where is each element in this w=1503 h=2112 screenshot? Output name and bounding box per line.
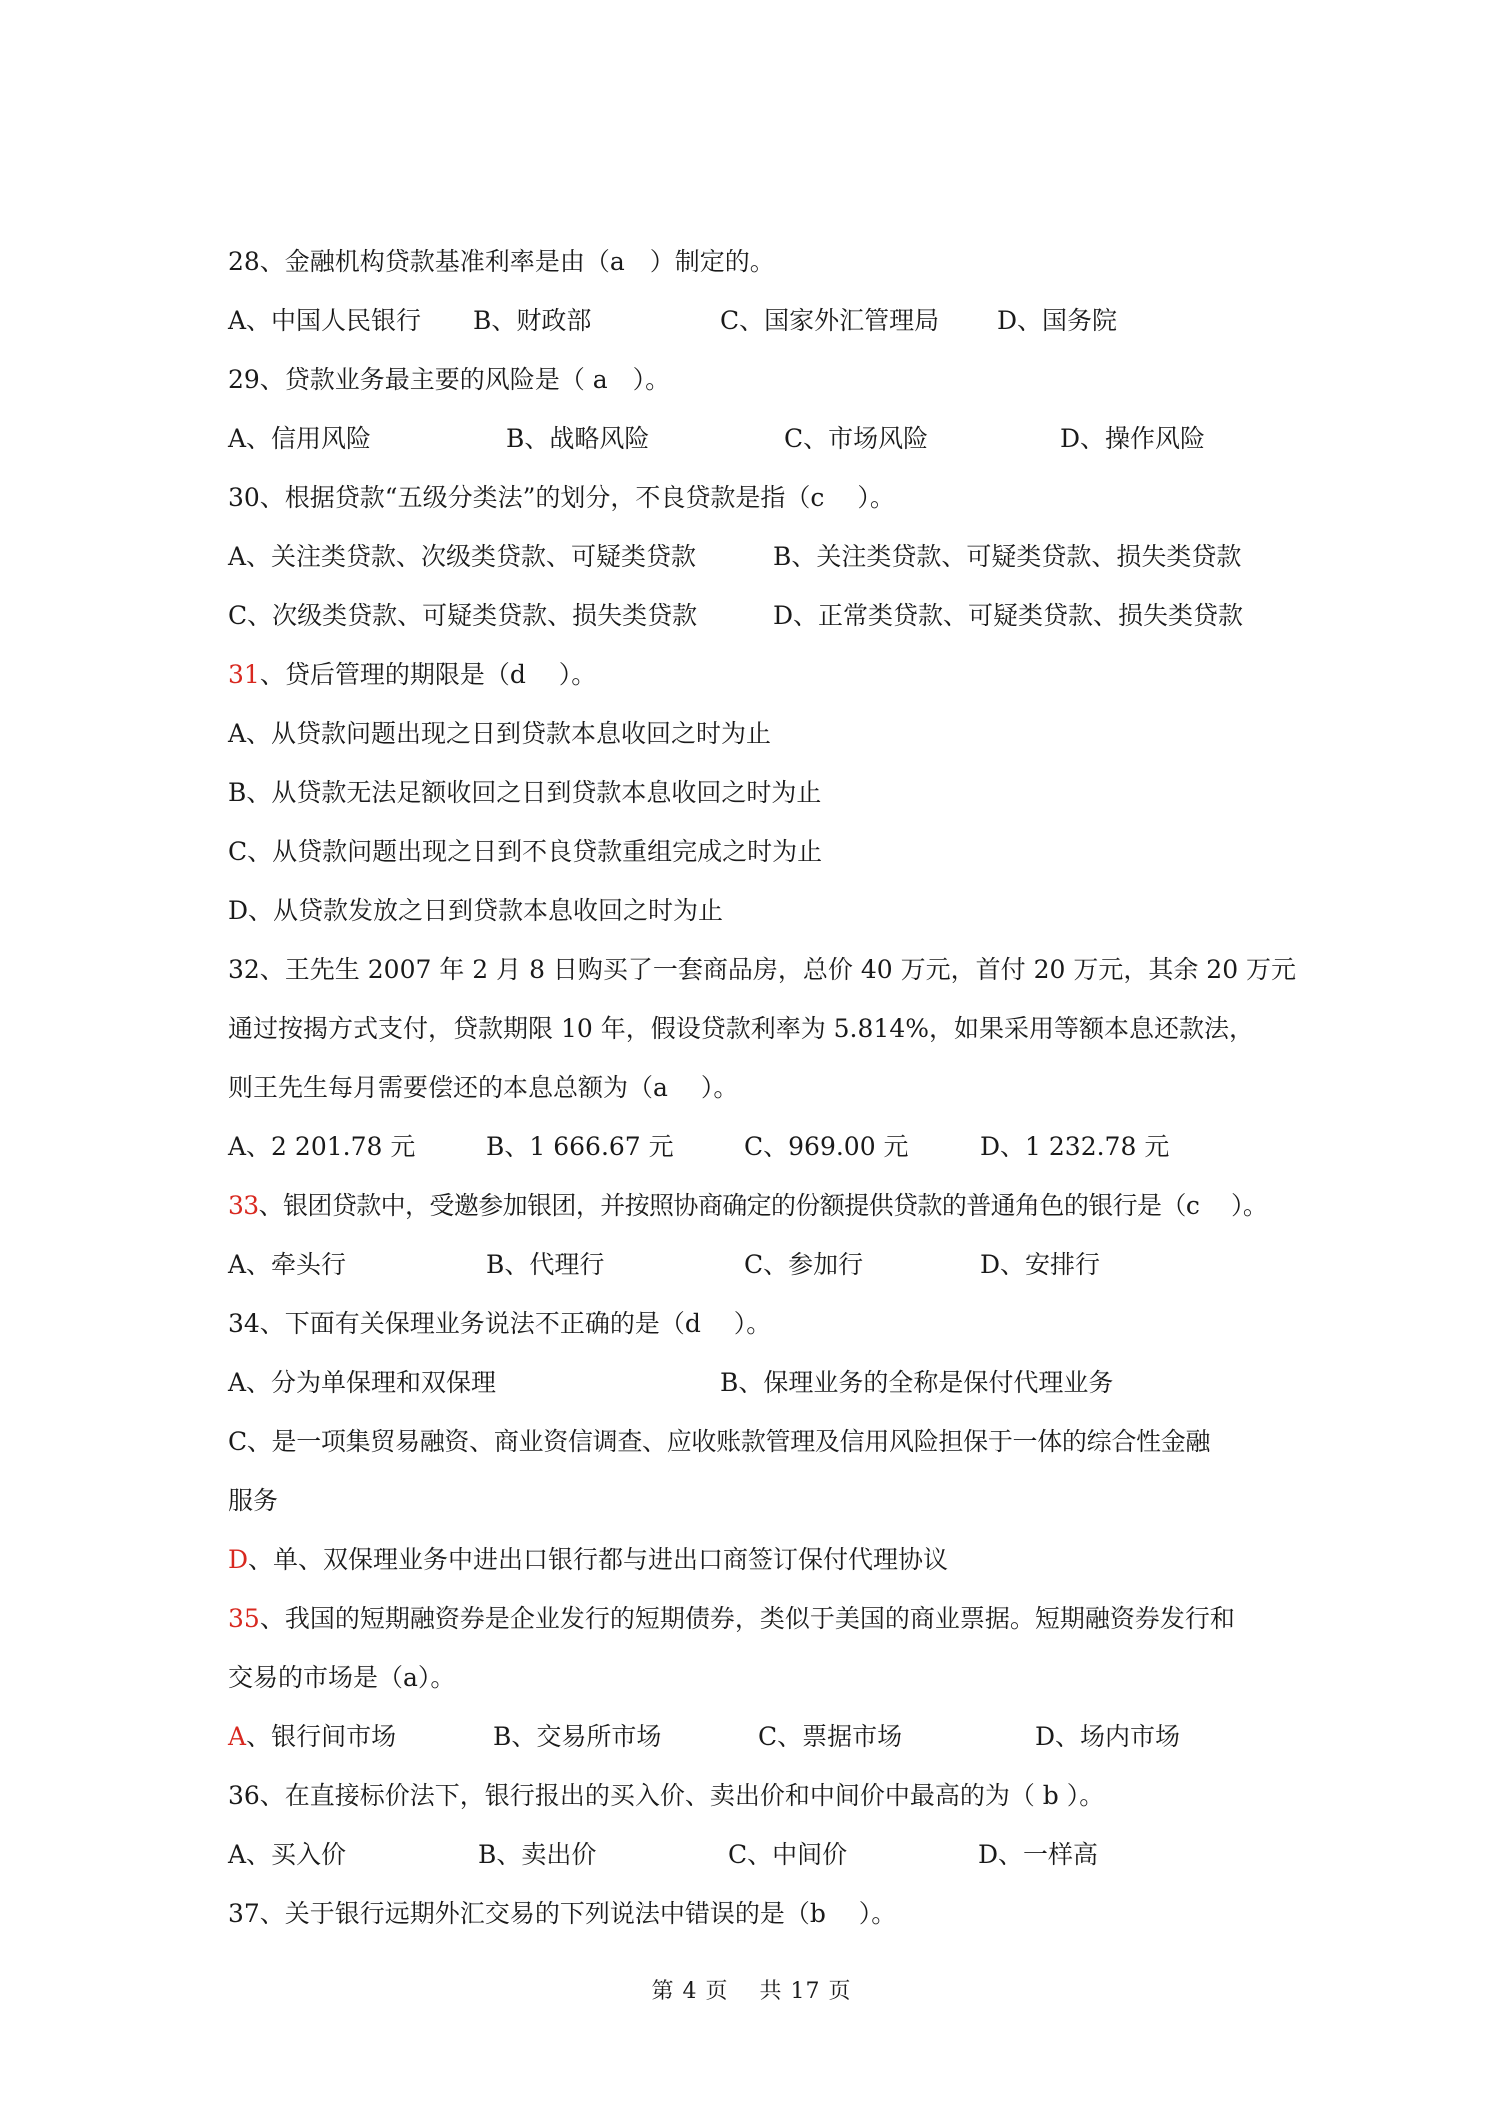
option-b: B、1 666.67 元 — [486, 1132, 674, 1161]
question-34-option-d — [228, 1530, 1288, 1589]
question-34-options-ab — [228, 1353, 1288, 1412]
option-b: B、关注类贷款、可疑类贷款、损失类贷款 — [773, 542, 1242, 571]
question-35-text: 、我国的短期融资券是企业发行的短期债券，类似于美国的商业票据。短期融资券发行和 — [259, 1604, 1235, 1633]
question-29-stem: 29、贷款业务最主要的风险是（ a ）。 — [228, 365, 671, 394]
question-31-text: 、贷后管理的期限是（d ）。 — [259, 660, 597, 689]
question-32-options — [228, 1117, 1288, 1176]
option-c: C、国家外汇管理局 — [720, 306, 940, 335]
option-c: C、969.00 元 — [744, 1132, 909, 1161]
option-a: A、关注类贷款、次级类贷款、可疑类贷款 — [228, 542, 697, 571]
option-a: A、2 201.78 元 — [228, 1132, 416, 1161]
option-d: D、国务院 — [997, 306, 1118, 335]
question-31-number: 31 — [228, 660, 260, 689]
question-37-stem: 37、关于银行远期外汇交易的下列说法中错误的是（b ）。 — [228, 1899, 897, 1928]
option-a: A、信用风险 — [228, 424, 372, 453]
option-d: D、操作风险 — [1060, 424, 1206, 453]
question-31-option-c: C、从贷款问题出现之日到不良贷款重组完成之时为止 — [228, 837, 823, 866]
option-d-letter: D — [228, 1545, 249, 1574]
question-32-stem-line-2: 通过按揭方式支付，贷款期限 10 年，假设贷款利率为 5.814%，如果采用等额本息还款法， — [228, 1014, 1254, 1043]
option-d: D、场内市场 — [1035, 1722, 1181, 1751]
option-a: A、中国人民银行 — [228, 306, 422, 335]
option-d: D、正常类贷款、可疑类贷款、损失类贷款 — [773, 601, 1244, 630]
question-list — [228, 232, 1297, 1943]
question-33-options — [228, 1235, 1288, 1294]
option-c: C、中间价 — [728, 1840, 848, 1869]
question-34-option-c-line-2: 服务 — [228, 1486, 279, 1515]
question-32-stem-line-3: 则王先生每月需要偿还的本息总额为（a ）。 — [228, 1073, 739, 1102]
question-31-stem — [228, 645, 1288, 704]
question-33-text: 、银团贷款中，受邀参加银团，并按照协商确定的份额提供贷款的普通角色的银行是（c ）。 — [258, 1191, 1268, 1220]
option-a: A、买入价 — [228, 1840, 347, 1869]
question-28-options — [228, 291, 1288, 350]
question-31-option-b: B、从贷款无法足额收回之日到贷款本息收回之时为止 — [228, 778, 822, 807]
question-34-option-c-line-1: C、是一项集贸易融资、商业资信调查、应收账款管理及信用风险担保于一体的综合性金融 — [228, 1427, 1211, 1456]
question-36-stem: 36、在直接标价法下，银行报出的买入价、卖出价和中间价中最高的为（ b ）。 — [228, 1781, 1105, 1810]
question-35-options — [228, 1707, 1288, 1766]
option-a-letter: A — [228, 1722, 247, 1751]
option-b: B、财政部 — [473, 306, 592, 335]
question-30-options-cd — [228, 586, 1288, 645]
option-a: A、牵头行 — [228, 1250, 347, 1279]
option-a: A、分为单保理和双保理 — [228, 1368, 497, 1397]
page-footer: 第 4 页 共 17 页 — [651, 1979, 852, 2004]
question-29-options — [228, 409, 1288, 468]
question-30-options-ab — [228, 527, 1288, 586]
option-c: C、参加行 — [744, 1250, 864, 1279]
question-30-stem: 30、根据贷款“五级分类法”的划分，不良贷款是指（c ）。 — [228, 483, 895, 512]
question-35-number: 35 — [228, 1604, 260, 1633]
question-32-stem-line-1: 32、王先生 2007 年 2 月 8 日购买了一套商品房，总价 40 万元，首付 20 万元，其余 20 万元 — [228, 955, 1297, 984]
option-c: C、票据市场 — [758, 1722, 903, 1751]
option-b: B、战略风险 — [506, 424, 650, 453]
question-31-option-a: A、从贷款问题出现之日到贷款本息收回之时为止 — [228, 719, 772, 748]
option-c: C、次级类贷款、可疑类贷款、损失类贷款 — [228, 601, 698, 630]
question-35-stem-line-1 — [228, 1589, 1288, 1648]
option-d-text: 、单、双保理业务中进出口银行都与进出口商签订保付代理协议 — [248, 1545, 949, 1574]
question-33-stem — [228, 1176, 1288, 1235]
question-34-stem: 34、下面有关保理业务说法不正确的是（d ）。 — [228, 1309, 772, 1338]
question-33-number: 33 — [228, 1191, 259, 1220]
question-31-option-d: D、从贷款发放之日到贷款本息收回之时为止 — [228, 896, 724, 925]
option-d: D、安排行 — [980, 1250, 1101, 1279]
question-28-stem: 28、金融机构贷款基准利率是由（a ）制定的。 — [228, 247, 775, 276]
option-a-text: 、银行间市场 — [246, 1722, 397, 1751]
option-a — [228, 1707, 493, 1766]
question-35-stem-line-2: 交易的市场是（a）。 — [228, 1663, 456, 1692]
option-d: D、一样高 — [978, 1840, 1099, 1869]
option-b: B、代理行 — [486, 1250, 605, 1279]
option-b: B、交易所市场 — [493, 1722, 662, 1751]
option-b: B、保理业务的全称是保付代理业务 — [720, 1368, 1114, 1397]
question-36-options — [228, 1825, 1288, 1884]
option-b: B、卖出价 — [478, 1840, 597, 1869]
option-c: C、市场风险 — [784, 424, 929, 453]
option-d: D、1 232.78 元 — [980, 1132, 1170, 1161]
